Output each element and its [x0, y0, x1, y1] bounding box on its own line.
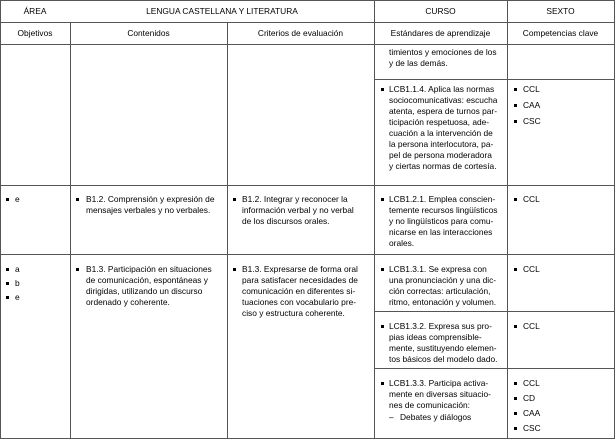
contenido-line: ordenado y coherente. — [86, 297, 170, 307]
competencia: CCL — [523, 378, 540, 388]
objetivo: b — [15, 278, 20, 288]
estandar-line: timientos y emociones de los — [389, 47, 497, 57]
bullet-icon — [6, 268, 9, 271]
estandar-line: mente, sustituyendo elemen- — [389, 343, 497, 353]
competencia: CSC — [523, 116, 541, 126]
bullet-icon — [6, 296, 9, 299]
bullet-icon — [514, 412, 517, 415]
estandar-line: una pronunciación y una dic- — [389, 275, 497, 285]
criterio-line: para satisfacer necesidades de — [242, 275, 358, 285]
competencia: CCL — [523, 264, 540, 274]
criterio-line: B1.2. Integrar y reconocer la — [242, 194, 348, 204]
bullet-icon — [76, 268, 79, 271]
bullet-icon — [514, 382, 517, 385]
estandar-line: atenta, espera de turnos par- — [389, 106, 498, 116]
estandar-line: nicarse en las interacciones — [389, 227, 493, 237]
bullet-icon — [514, 268, 517, 271]
area-header: ÁREA — [23, 6, 47, 16]
estandar-line: ticipación respetuosa, ade- — [389, 117, 490, 127]
estandar-line: cuación a la intervención de — [389, 128, 493, 138]
objetivo: e — [15, 194, 20, 204]
col-contenidos: Contenidos — [127, 28, 170, 38]
criterio-line: B1.3. Expresarse de forma oral — [242, 264, 358, 274]
estandar-line: y ciertas normas de cortesía. — [389, 161, 497, 171]
competencia: CCL — [523, 321, 540, 331]
estandar-subitem: Debates y diálogos — [400, 412, 472, 422]
bullet-icon — [381, 88, 384, 91]
course-label: CURSO — [425, 6, 456, 16]
estandar-line: ritmo, entonación y volumen. — [389, 297, 497, 307]
dash-icon: – — [389, 412, 394, 422]
estandar-line: pias ideas comprensible- — [389, 332, 482, 342]
bullet-icon — [514, 104, 517, 107]
estandar-line: y de las demás. — [389, 58, 448, 68]
bullet-icon — [514, 198, 517, 201]
criterio-line: de los discursos orales. — [242, 216, 330, 226]
bullet-icon — [6, 282, 9, 285]
estandar-line: LCB1.2.1. Emplea conscien- — [389, 194, 496, 204]
competencia: CCL — [523, 84, 540, 94]
estandar-line: LCB1.3.2. Expresa sus pro- — [389, 321, 492, 331]
col-competencias: Competencias clave — [522, 28, 599, 38]
estandar-line: orales. — [389, 238, 415, 248]
col-estandares: Estándares de aprendizaje — [390, 28, 491, 38]
bullet-icon — [381, 198, 384, 201]
estandar-line: LCB1.3.1. Se expresa con — [389, 264, 487, 274]
bullet-icon — [514, 397, 517, 400]
bullet-icon — [6, 198, 9, 201]
competencia: CSC — [523, 423, 541, 433]
estandar-line: tos básicos del modelo dado. — [389, 354, 498, 364]
estandar-line: LCB1.3.3. Participa activa- — [389, 378, 489, 388]
bullet-icon — [233, 198, 236, 201]
estandar-line: nes de comunicación: — [389, 400, 471, 410]
bullet-icon — [514, 120, 517, 123]
estandar-line: la persona interlocutora, pa- — [389, 139, 494, 149]
bullet-icon — [514, 88, 517, 91]
objetivo: a — [15, 264, 20, 274]
bullet-icon — [381, 325, 384, 328]
competencia: CAA — [523, 100, 541, 110]
estandar-line: mente en diversas situacio- — [389, 389, 491, 399]
estandar-line: LCB1.1.4. Aplica las normas — [389, 84, 495, 94]
competencia: CAA — [523, 408, 541, 418]
competencia: CD — [523, 393, 536, 403]
criterio-line: ciso y estructura coherente. — [242, 308, 345, 318]
criterio-line: tuaciones con vocabulario pre- — [242, 297, 357, 307]
bullet-icon — [381, 382, 384, 385]
bullet-icon — [381, 268, 384, 271]
contenido-line: de comunicación, espontáneas y — [86, 275, 208, 285]
col-criterios: Criterios de evaluación — [257, 28, 344, 38]
course-value: SEXTO — [546, 6, 575, 16]
contenido-line: B1.2. Comprensión y expresión de — [86, 194, 215, 204]
bullet-icon — [514, 325, 517, 328]
bullet-icon — [233, 268, 236, 271]
estandar-line: temente recursos lingüísticos — [389, 205, 498, 215]
contenido-line: dirigidas, utilizando un discurso — [86, 286, 203, 296]
competencia: CCL — [523, 194, 540, 204]
col-objetivos: Objetivos — [17, 28, 53, 38]
objetivo: e — [15, 292, 20, 302]
contenido-line: B1.3. Participación en situaciones — [86, 264, 212, 274]
estandar-line: y no lingüísticos para comu- — [389, 216, 494, 226]
contenido-line: mensajes verbales y no verbales. — [86, 205, 211, 215]
bullet-icon — [514, 427, 517, 430]
criterio-line: información verbal y no verbal — [242, 205, 354, 215]
criterio-line: comunicación en diferentes si- — [242, 286, 356, 296]
subject-header: LENGUA CASTELLANA Y LITERATURA — [146, 6, 298, 16]
estandar-line: pel de persona moderadora — [389, 150, 492, 160]
estandar-line: sociocomunicativas: escucha — [389, 95, 498, 105]
bullet-icon — [76, 198, 79, 201]
estandar-line: ción correctas: articulación, — [389, 286, 491, 296]
